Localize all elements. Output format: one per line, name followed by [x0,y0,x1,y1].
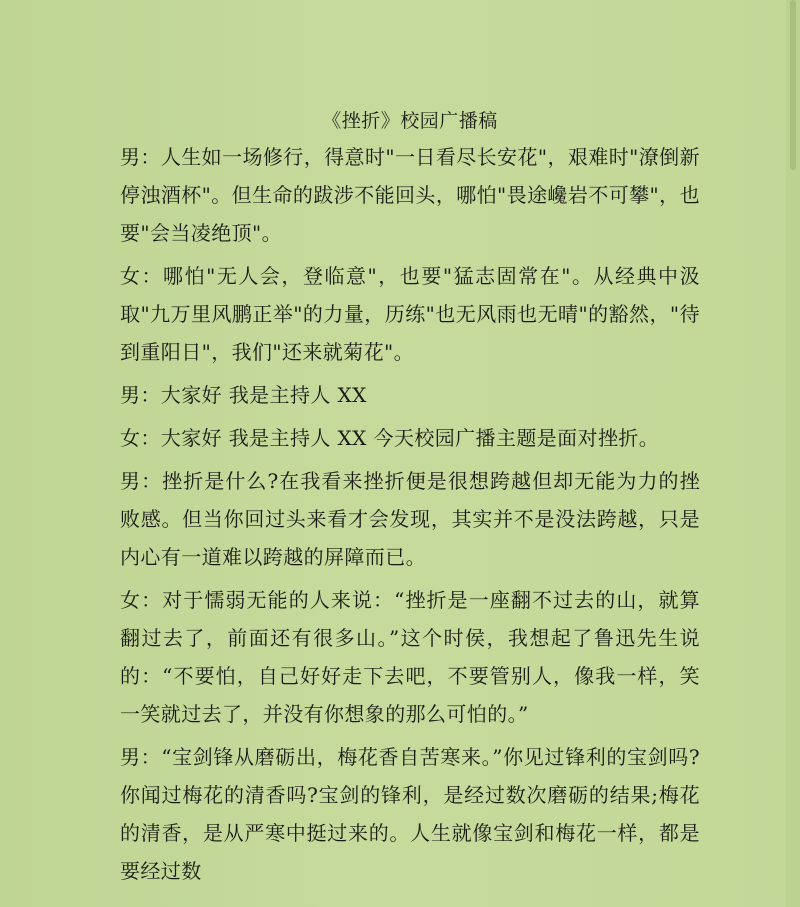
paragraph-female-luxun: 女：对于懦弱无能的人来说：“挫折是一座翻不过去的山，就算翻过去了，前面还有很多山。”这个时侯，我想起了鲁迅先生说的：“不要怕，自己好好走下去吧，不要管别人，像我一样，笑一笑就过去了，并没有你想象的那么可怕的。” [120,588,700,726]
document-body [120,106,700,895]
paragraph-male-sword: 男：“宝剑锋从磨砺出，梅花香自苦寒来。”你见过锋利的宝剑吗?你闻过梅花的清香吗?宝剑的锋利，是经过数次磨砺的结果;梅花的清香，是从严寒中挺过来的。人生就像宝剑和梅花一样，都是要经过数 [120,745,700,883]
paragraph-female-opening: 女：哪怕"无人会，登临意"，也要"猛志固常在"。从经典中汲取"九万里风鹏正举"的力量，历练"也无风雨也无晴"的豁然，"待到重阳日"，我们"还来就菊花"。 [120,264,700,364]
scrollbar[interactable] [786,0,800,907]
scrollbar-thumb[interactable] [790,0,796,170]
paragraph-male-opening: 男：人生如一场修行，得意时"一日看尽长安花"，艰难时"潦倒新停浊酒杯"。但生命的跋涉不能回头，哪怕"畏途巉岩不可攀"，也要"会当凌绝顶"。 [120,145,700,245]
document-title: 《挫折》校园广播稿 [322,110,498,132]
paragraph-male-setback: 男：挫折是什么?在我看来挫折便是很想跨越但却无能为力的挫败感。但当你回过头来看才会发现，其实并不是没法跨越，只是内心有一道难以跨越的屏障而已。 [120,469,700,569]
paragraph-male-greeting: 男：大家好 我是主持人 XX [120,383,367,407]
paragraph-female-greeting: 女：大家好 我是主持人 XX 今天校园广播主题是面对挫折。 [120,426,660,450]
